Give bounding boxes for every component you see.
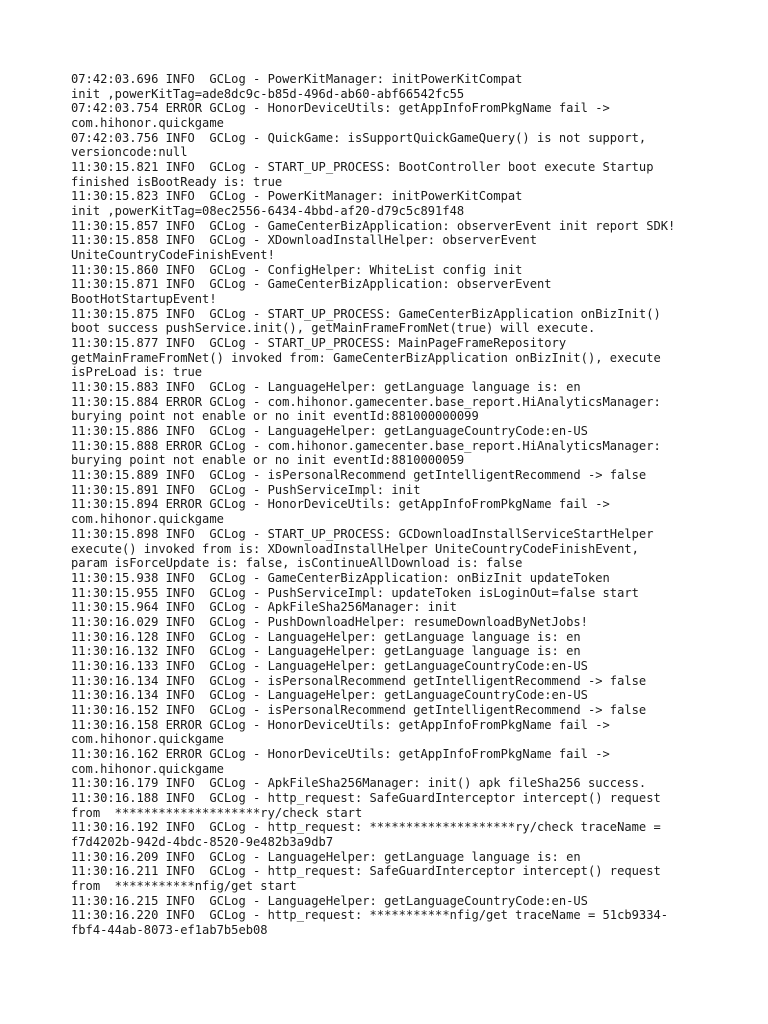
log-line: 11:30:16.134 INFO GCLog - LanguageHelper: getLanguageCountryCode:en-US (71, 688, 588, 703)
log-line: 11:30:16.179 INFO GCLog - ApkFileSha256Manager: init() apk fileSha256 success. (71, 776, 647, 791)
log-line: 11:30:16.133 INFO GCLog - LanguageHelper: getLanguageCountryCode:en-US (71, 658, 588, 673)
log-line: 11:30:16.158 ERROR GCLog - HonorDeviceUtils: getAppInfoFromPkgName fail -> (71, 717, 610, 732)
log-line: 11:30:15.883 INFO GCLog - LanguageHelper: getLanguage language is: en (71, 380, 581, 395)
log-line: 11:30:15.888 ERROR GCLog - com.hihonor.gamecenter.base_report.HiAnalyticsManager: (71, 438, 661, 453)
log-line: 11:30:16.220 INFO GCLog - http_request: ***********nfig/get traceName = 51cb9334- (71, 908, 669, 923)
log-line: from ********************ry/check start (71, 805, 363, 820)
log-line: 11:30:16.215 INFO GCLog - LanguageHelper: getLanguageCountryCode:en-US (71, 893, 588, 908)
log-line: 11:30:15.821 INFO GCLog - START_UP_PROCESS: BootController boot execute Startup (71, 160, 654, 175)
log-line: 11:30:16.132 INFO GCLog - LanguageHelper: getLanguage language is: en (71, 644, 581, 659)
log-line: com.hihonor.quickgame (71, 732, 224, 747)
log-line: 11:30:15.898 INFO GCLog - START_UP_PROCESS: GCDownloadInstallServiceStartHelper (71, 526, 654, 541)
log-line: com.hihonor.quickgame (71, 761, 224, 776)
log-line: 11:30:15.877 INFO GCLog - START_UP_PROCESS: MainPageFrameRepository (71, 336, 567, 351)
log-line: 11:30:16.134 INFO GCLog - isPersonalRecommend getIntelligentRecommend -> false (71, 673, 647, 688)
log-line: boot success pushService.init(), getMainFrameFromNet(true) will execute. (71, 321, 596, 336)
log-line: UniteCountryCodeFinishEvent! (71, 248, 275, 263)
log-line: 11:30:15.891 INFO GCLog - PushServiceImpl: init (71, 482, 421, 497)
log-line: 11:30:15.938 INFO GCLog - GameCenterBizApplication: onBizInit updateToken (71, 570, 610, 585)
log-line: init ,powerKitTag=08ec2556-6434-4bbd-af20-d79c5c891f48 (71, 204, 465, 219)
log-line: versioncode:null (71, 145, 188, 160)
log-line: 11:30:16.211 INFO GCLog - http_request: SafeGuardInterceptor intercept() request (71, 864, 661, 879)
log-line: 11:30:15.964 INFO GCLog - ApkFileSha256Manager: init (71, 600, 457, 615)
log-line: 11:30:16.192 INFO GCLog - http_request: ********************ry/check traceName = (71, 820, 661, 835)
log-line: isPreLoad is: true (71, 365, 203, 380)
log-line: 11:30:16.162 ERROR GCLog - HonorDeviceUtils: getAppInfoFromPkgName fail -> (71, 746, 610, 761)
log-line: com.hihonor.quickgame (71, 116, 224, 131)
log-line: 07:42:03.696 INFO GCLog - PowerKitManager: initPowerKitCompat (71, 72, 523, 86)
log-line: from ***********nfig/get start (71, 878, 297, 893)
log-line: 11:30:15.889 INFO GCLog - isPersonalRecommend getIntelligentRecommend -> false (71, 468, 647, 483)
log-line: 11:30:15.955 INFO GCLog - PushServiceImpl: updateToken isLoginOut=false start (71, 585, 639, 600)
log-line: 11:30:15.860 INFO GCLog - ConfigHelper: WhiteList config init (71, 262, 523, 277)
log-line: com.hihonor.quickgame (71, 512, 224, 527)
log-line: BootHotStartupEvent! (71, 292, 217, 307)
log-line: burying point not enable or no init eventId:881000000099 (71, 409, 479, 424)
log-line: 11:30:16.188 INFO GCLog - http_request: SafeGuardInterceptor intercept() request (71, 790, 661, 805)
log-line: 11:30:15.886 INFO GCLog - LanguageHelper: getLanguageCountryCode:en-US (71, 424, 588, 439)
log-text-block (71, 72, 701, 938)
log-line: 11:30:15.871 INFO GCLog - GameCenterBizApplication: observerEvent (71, 277, 552, 292)
log-line: 11:30:15.884 ERROR GCLog - com.hihonor.gamecenter.base_report.HiAnalyticsManager: (71, 394, 661, 409)
log-line: init ,powerKitTag=ade8dc9c-b85d-496d-ab60-abf66542fc55 (71, 86, 465, 101)
log-line: burying point not enable or no init eventId:8810000059 (71, 453, 465, 468)
log-line: execute() invoked from is: XDownloadInstallHelper UniteCountryCodeFinishEvent, (71, 541, 639, 556)
log-line: 11:30:15.857 INFO GCLog - GameCenterBizApplication: observerEvent init report SDK! (71, 218, 676, 233)
log-line: 11:30:16.029 INFO GCLog - PushDownloadHelper: resumeDownloadByNetJobs! (71, 614, 588, 629)
log-line: 11:30:16.209 INFO GCLog - LanguageHelper: getLanguage language is: en (71, 849, 581, 864)
log-line: 07:42:03.756 INFO GCLog - QuickGame: isSupportQuickGameQuery() is not support, (71, 130, 647, 145)
log-line: 11:30:16.128 INFO GCLog - LanguageHelper: getLanguage language is: en (71, 629, 581, 644)
log-line: 11:30:15.894 ERROR GCLog - HonorDeviceUtils: getAppInfoFromPkgName fail -> (71, 497, 610, 512)
log-line: finished isBootReady is: true (71, 174, 283, 189)
log-line: 11:30:16.152 INFO GCLog - isPersonalRecommend getIntelligentRecommend -> false (71, 702, 647, 717)
log-line: f7d4202b-942d-4bdc-8520-9e482b3a9db7 (71, 834, 334, 849)
log-line: fbf4-44ab-8073-ef1ab7b5eb08 (71, 922, 268, 937)
log-line: 07:42:03.754 ERROR GCLog - HonorDeviceUtils: getAppInfoFromPkgName fail -> (71, 101, 610, 116)
log-line: param isForceUpdate is: false, isContinueAllDownload is: false (71, 556, 523, 571)
log-line: 11:30:15.858 INFO GCLog - XDownloadInstallHelper: observerEvent (71, 233, 537, 248)
log-line: 11:30:15.823 INFO GCLog - PowerKitManager: initPowerKitCompat (71, 189, 523, 204)
log-line: getMainFrameFromNet() invoked from: GameCenterBizApplication onBizInit(), execute (71, 350, 661, 365)
log-line: 11:30:15.875 INFO GCLog - START_UP_PROCESS: GameCenterBizApplication onBizInit() (71, 306, 661, 321)
